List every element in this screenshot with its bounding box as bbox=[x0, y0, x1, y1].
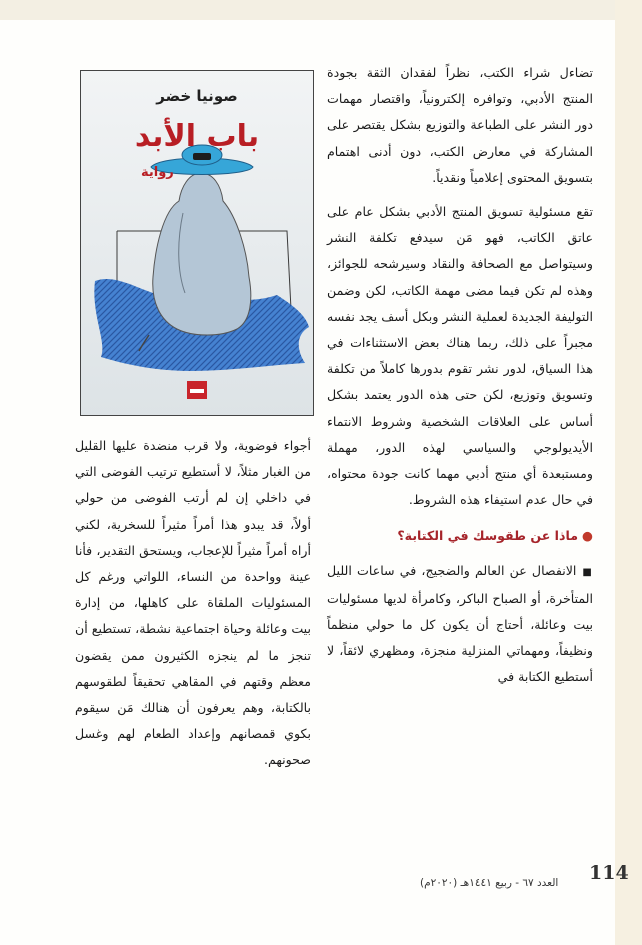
issue-footer: العدد ٦٧ - ربيع ١٤٤١هـ (٢٠٢٠م) bbox=[420, 877, 559, 889]
paragraph-marketing-responsibility: تقع مسئولية تسويق المنتج الأدبي بشكل عام على عاتق الكاتب، فهو مَن سيدفع تكلفة النشر وسيتواصل مع الصحافة والنقاد وسيرشحه للجوائز، وهذه لم تكن فيما مضى مهمة الكاتب، لكن وضمن التوليفة الجديدة لعملية النشر وبكل أسف يجد نفسه مجبراً على ذلك، ربما هناك بعض الاستثناءات في هذا السياق، لدور نشر تقوم بدورها كاملاً من تكلفة وتسويق وتوزيع، لكن حتى هذه الدور يعتمد بشكل أساس على العلاقات الشخصية وشروط الانتماء الأيديولوجي والسياسي لهذه الدور، مهملة ومستبعدة أي منتج أدبي مهما كانت جودة محتواه، في حال عدم استيفاء هذه الشروط. bbox=[327, 204, 593, 508]
top-decorative-strip bbox=[0, 0, 642, 20]
answer-paragraph-start bbox=[327, 558, 593, 691]
interview-question bbox=[327, 523, 593, 549]
page-number: 114 bbox=[589, 862, 629, 884]
right-text-column bbox=[327, 60, 593, 691]
paragraph-writing-rituals: أجواء فوضوية، ولا قرب منضدة عليها القليل من الغبار مثلاً، لا أستطيع ترتيب الفوضى التي في داخلي إن لم أرتب الفوضى من حولي أولاً، قد يبدو هذا أمراً مثيراً للسخرية، لكني أراه أمراً مثيراً للإعجاب، ويستحق التقدير، فأنا عينة وواحدة من النساء، اللواتي ورغم كل المسئوليات الملقاة على كاهلها، من إدارة بيت وعائلة وحياة اجتماعية نشطة، تستطيع أن تنجز ما لم ينجزه الكثيرون ممن يقضون معظم وقتهم في المقاهي تحقيقاً لطقوسهم بالكتابة، وهم يعرفون أن هنالك مَن سيقوم بكوي قمصانهم وإعداد الطعام لهم وغسل صحونهم. bbox=[75, 438, 311, 768]
book-genre: رواية bbox=[141, 165, 174, 180]
square-bullet-icon: ■ bbox=[582, 566, 593, 578]
red-bullet-icon: ● bbox=[582, 528, 593, 544]
left-text-column bbox=[75, 433, 311, 774]
book-author: صونيا خضر bbox=[156, 87, 238, 105]
answer-text: الانفصال عن العالم والضجيج، في ساعات الليل المتأخرة، أو الصباح الباكر، وكامرأة لديها مسئوليات بيت وعائلة، أحتاج أن يكون كل ما حولي منظماً ونظيفاً، ومهماتي المنزلية منجزة، ومظهري لائقاً، لا أستطيع الكتابة في bbox=[327, 562, 593, 685]
paragraph-book-sales: تضاءل شراء الكتب، نظراً لفقدان الثقة بجودة المنتج الأدبي، وتوافره إلكترونياً، واقتصار مهمات دور النشر على الطباعة والتوزيع بشكل يقتصر على المشاركة في معارض الكتب، دون أدنى اهتمام بتسويق المحتوى إعلامياً ونقدياً. bbox=[327, 65, 593, 185]
question-text: ماذا عن طقوسك في الكتابة؟ bbox=[397, 528, 578, 544]
right-page-margin-strip bbox=[615, 0, 642, 945]
book-cover-image bbox=[80, 70, 314, 416]
book-title: باب الأبد bbox=[134, 119, 260, 154]
